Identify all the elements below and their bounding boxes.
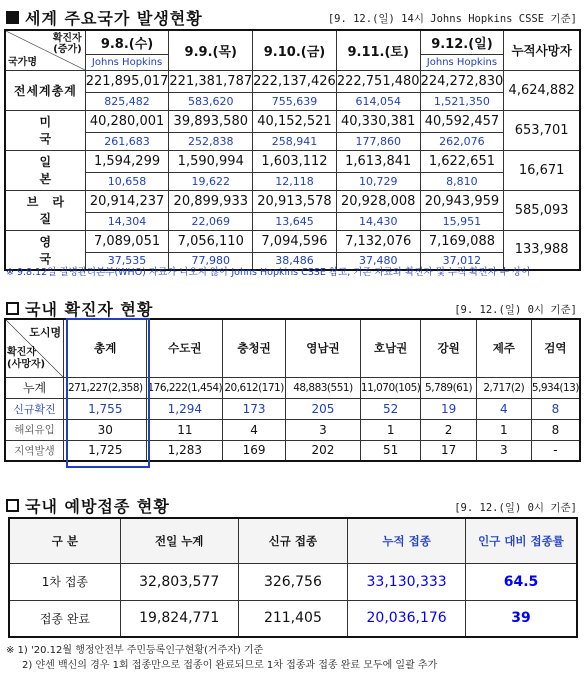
value-cell: 19,824,771	[120, 600, 238, 637]
increase-cell: 14,304	[85, 212, 169, 230]
column-header: 영남권	[285, 319, 360, 377]
world-row	[5, 70, 580, 92]
header-deaths: (사망자)	[7, 358, 46, 370]
value-cell: 8	[531, 398, 580, 419]
increase-cell: 38,486	[253, 252, 337, 270]
section2-note: [9. 12.(일) 0시 기준]	[454, 304, 577, 316]
value-cell: 52	[360, 398, 420, 419]
increase-cell: 262,076	[420, 132, 504, 150]
increase-cell: 37,012	[420, 252, 504, 270]
increase-cell: 13,645	[253, 212, 337, 230]
value-cell: 48,883(551)	[285, 377, 360, 398]
value-cell: 30	[64, 419, 147, 440]
value-cell: 211,405	[238, 600, 348, 637]
section3-footnote-2: 2) 얀센 백신의 경우 1회 접종만으로 접종이 완료되므로 1차 접종과 접종 완료 모두에 일괄 추가	[22, 660, 438, 671]
cumulative-cell: 40,330,381	[336, 110, 420, 132]
increase-cell: 252,838	[169, 132, 253, 150]
section1-footnote: ※ 9.8.12일 질병관리본부(WHO) 자료가 나오지 않아 Johns Hopkins CSSE 참고, 기존 자료와 확진자 및 누적 확진자 수 상이	[6, 267, 531, 278]
row-label: 해외유입	[5, 419, 64, 440]
cumulative-cell: 7,089,051	[85, 230, 169, 252]
header-confirmed: 확진자	[52, 33, 82, 44]
cumulative-cell: 20,943,959	[420, 190, 504, 212]
value-cell: 271,227(2,358)	[64, 377, 147, 398]
value-cell: 51	[360, 440, 420, 461]
country-name: 미국	[5, 110, 85, 150]
column-header: 인구 대비 접종률	[465, 518, 577, 563]
row-label: 1차 접종	[9, 563, 120, 600]
value-cell: 39	[465, 600, 577, 637]
cumulative-cell: 222,751,480	[336, 70, 420, 92]
increase-cell: 15,951	[420, 212, 504, 230]
world-row	[5, 230, 580, 252]
table-row	[5, 419, 580, 440]
cumulative-cell: 222,137,426	[253, 70, 337, 92]
table-row	[9, 563, 577, 600]
column-header: 강원	[421, 319, 476, 377]
cumulative-cell: 7,094,596	[253, 230, 337, 252]
cumulative-cell: 1,594,299	[85, 150, 169, 172]
country-name: 영국	[5, 230, 85, 270]
column-header: 신규 접종	[238, 518, 348, 563]
cumulative-cell: 221,895,017	[85, 70, 169, 92]
cumulative-cell: 39,893,580	[169, 110, 253, 132]
vaccination-table	[8, 517, 578, 638]
cumulative-cell: 40,152,521	[253, 110, 337, 132]
deaths-cell: 653,701	[504, 110, 580, 150]
value-cell: 2,717(2)	[476, 377, 531, 398]
increase-cell: 10,729	[336, 172, 420, 190]
increase-cell: 19,622	[169, 172, 253, 190]
increase-cell: 14,430	[336, 212, 420, 230]
date-header: 9.9.(목)	[169, 30, 253, 70]
increase-cell: 12,118	[253, 172, 337, 190]
value-cell: 205	[285, 398, 360, 419]
increase-cell: 258,941	[253, 132, 337, 150]
source-label: Johns Hopkins	[85, 54, 169, 70]
deaths-header: 누적사망자	[504, 30, 580, 70]
value-cell: 1	[476, 419, 531, 440]
value-cell: 1,725	[64, 440, 147, 461]
deaths-cell: 4,624,882	[504, 70, 580, 110]
world-table	[4, 29, 581, 271]
value-cell: 32,803,577	[120, 563, 238, 600]
value-cell: 3	[476, 440, 531, 461]
world-row	[5, 150, 580, 172]
section3-title: 국내 예방접종 현황	[6, 494, 170, 517]
increase-cell: 755,639	[253, 92, 337, 110]
cumulative-cell: 1,613,841	[336, 150, 420, 172]
value-cell: 1,283	[147, 440, 223, 461]
cumulative-cell: 1,622,651	[420, 150, 504, 172]
square-bullet-icon	[6, 499, 19, 512]
cumulative-cell: 221,381,787	[169, 70, 253, 92]
increase-cell: 37,480	[336, 252, 420, 270]
date-header: 9.10.(금)	[253, 30, 337, 70]
deaths-cell: 16,671	[504, 150, 580, 190]
table-row	[9, 600, 577, 637]
header-region: 도시명	[29, 326, 62, 339]
increase-cell: 261,683	[85, 132, 169, 150]
table-row	[5, 398, 580, 419]
increase-cell: 22,069	[169, 212, 253, 230]
date-header: 9.8.(수)	[85, 30, 169, 54]
cumulative-cell: 224,272,830	[420, 70, 504, 92]
value-cell: 8	[531, 419, 580, 440]
column-header: 충청권	[223, 319, 286, 377]
cumulative-cell: 20,899,933	[169, 190, 253, 212]
cumulative-cell: 1,603,112	[253, 150, 337, 172]
column-header: 총계	[64, 319, 147, 377]
section3-footnote-1: ※ 1) '20.12월 행정안전부 주민등록인구현황(거주자) 기준	[6, 645, 264, 656]
deaths-cell: 585,093	[504, 190, 580, 230]
date-header: 9.12.(일)	[420, 30, 504, 54]
value-cell: 33,130,333	[348, 563, 466, 600]
increase-cell: 614,054	[336, 92, 420, 110]
value-cell: 4	[223, 419, 286, 440]
value-cell: 11,070(105)	[360, 377, 420, 398]
column-header: 수도권	[147, 319, 223, 377]
value-cell: 3	[285, 419, 360, 440]
square-bullet-icon	[6, 11, 19, 24]
row-label: 신규확진	[5, 398, 64, 419]
increase-cell: 1,521,350	[420, 92, 504, 110]
value-cell: 4	[476, 398, 531, 419]
increase-cell: 177,860	[336, 132, 420, 150]
domestic-table	[4, 318, 581, 462]
value-cell: 202	[285, 440, 360, 461]
date-header: 9.11.(토)	[336, 30, 420, 70]
header-country: 국가명	[8, 56, 37, 68]
value-cell: 169	[223, 440, 286, 461]
value-cell: 11	[147, 419, 223, 440]
deaths-cell: 133,988	[504, 230, 580, 270]
column-header: 호남권	[360, 319, 420, 377]
source-label: Johns Hopkins	[420, 54, 504, 70]
section1-note: [9. 12.(일) 14시 Johns Hopkins CSSE 기준]	[327, 13, 577, 25]
cumulative-cell: 20,913,578	[253, 190, 337, 212]
increase-cell: 583,620	[169, 92, 253, 110]
cumulative-cell: 20,914,237	[85, 190, 169, 212]
column-header: 전일 누계	[120, 518, 238, 563]
world-row	[5, 190, 580, 212]
cumulative-cell: 7,132,076	[336, 230, 420, 252]
value-cell: 173	[223, 398, 286, 419]
column-header: 누적 접종	[348, 518, 466, 563]
country-name: 일본	[5, 150, 85, 190]
cumulative-cell: 40,592,457	[420, 110, 504, 132]
column-header: 구 분	[9, 518, 120, 563]
cumulative-cell: 1,590,994	[169, 150, 253, 172]
world-row	[5, 110, 580, 132]
world-header-corner	[5, 30, 85, 70]
cumulative-cell: 7,056,110	[169, 230, 253, 252]
header-confirmed: 확진자	[7, 346, 36, 358]
value-cell: -	[531, 440, 580, 461]
value-cell: 1,755	[64, 398, 147, 419]
column-header: 제주	[476, 319, 531, 377]
increase-cell: 77,980	[169, 252, 253, 270]
table-row	[5, 377, 580, 398]
value-cell: 20,036,176	[348, 600, 466, 637]
value-cell: 176,222(1,454)	[147, 377, 223, 398]
increase-cell: 37,535	[85, 252, 169, 270]
domestic-header-corner	[5, 319, 64, 377]
value-cell: 17	[421, 440, 476, 461]
increase-cell: 8,810	[420, 172, 504, 190]
section1-title: 세계 주요국가 발생현황	[6, 6, 203, 29]
header-confirmed-sub: (증가)	[53, 44, 82, 55]
table-row	[5, 440, 580, 461]
cumulative-cell: 20,928,008	[336, 190, 420, 212]
value-cell: 326,756	[238, 563, 348, 600]
increase-cell: 825,482	[85, 92, 169, 110]
value-cell: 5,789(61)	[421, 377, 476, 398]
section3-note: [9. 12.(일) 0시 기준]	[454, 502, 577, 514]
row-label: 지역발생	[5, 440, 64, 461]
country-name: 브라질	[5, 190, 85, 230]
section2-title: 국내 확진자 현황	[6, 297, 153, 320]
increase-cell: 10,658	[85, 172, 169, 190]
country-name: 전세계총계	[5, 70, 85, 110]
column-header: 검역	[531, 319, 580, 377]
value-cell: 1,294	[147, 398, 223, 419]
value-cell: 64.5	[465, 563, 577, 600]
value-cell: 19	[421, 398, 476, 419]
value-cell: 1	[360, 419, 420, 440]
row-label: 누계	[5, 377, 64, 398]
square-bullet-icon	[6, 302, 19, 315]
row-label: 접종 완료	[9, 600, 120, 637]
value-cell: 20,612(171)	[223, 377, 286, 398]
cumulative-cell: 40,280,001	[85, 110, 169, 132]
cumulative-cell: 7,169,088	[420, 230, 504, 252]
value-cell: 2	[421, 419, 476, 440]
value-cell: 5,934(13)	[531, 377, 580, 398]
